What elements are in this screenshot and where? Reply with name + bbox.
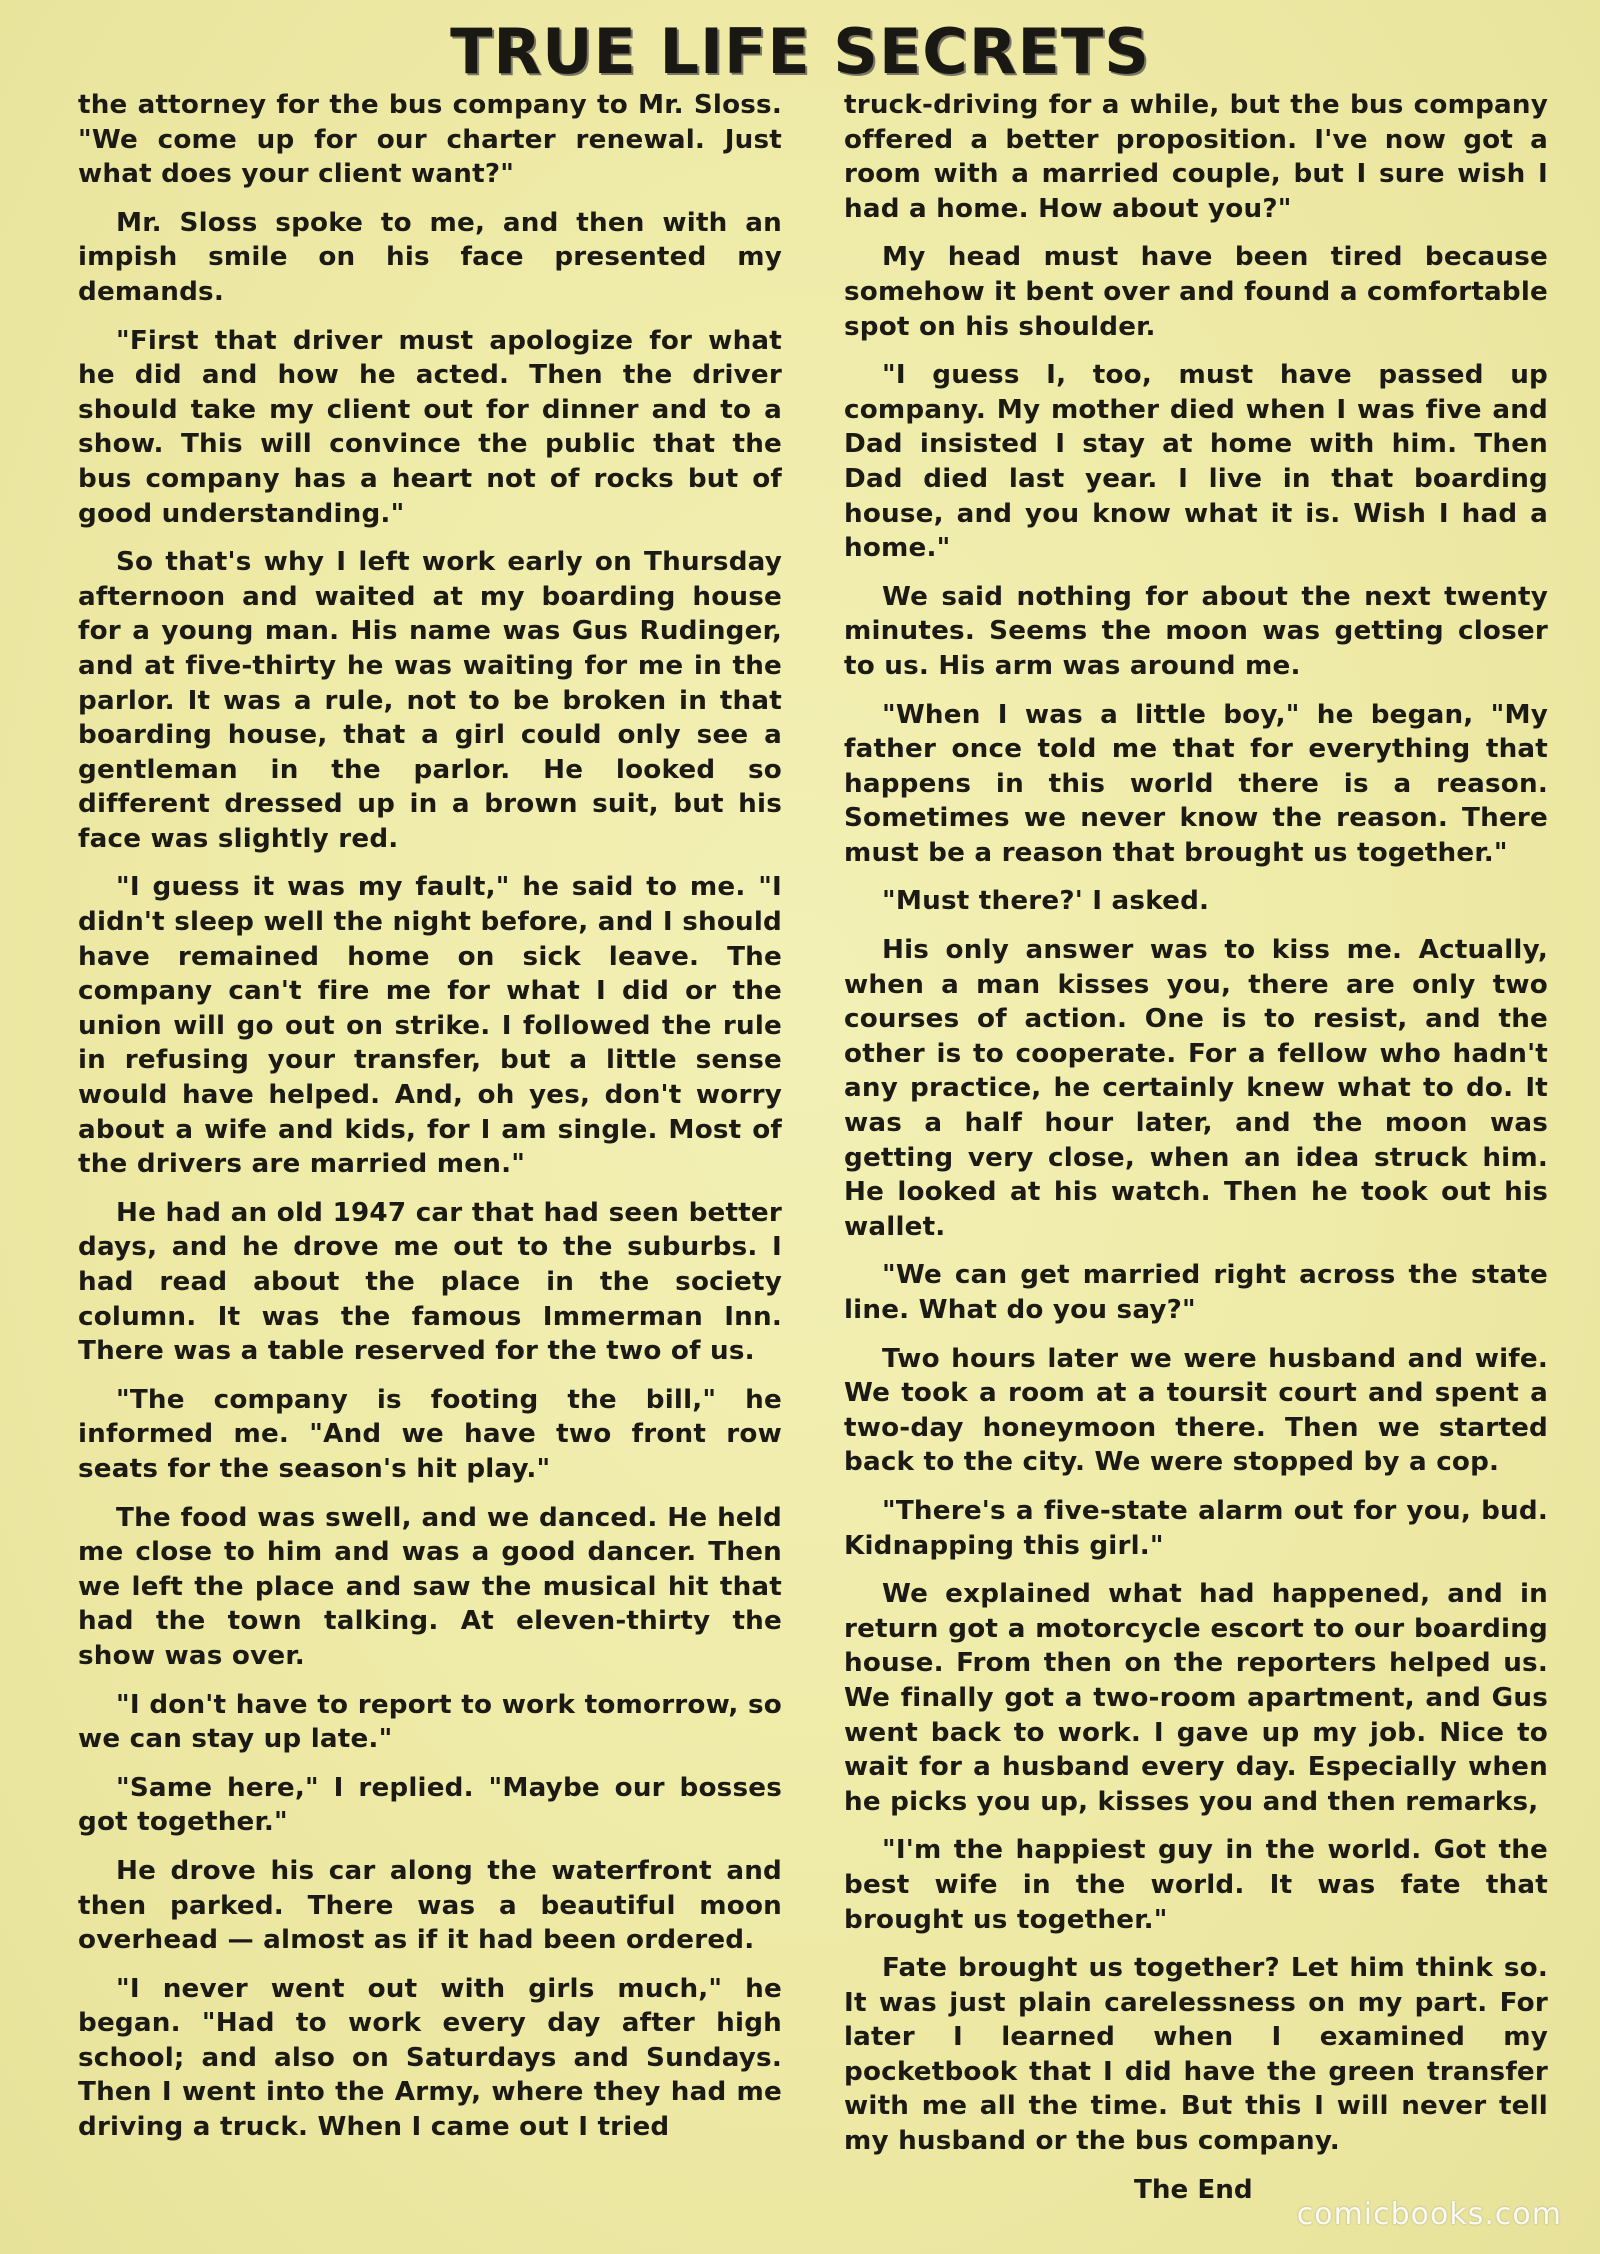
story-paragraph: truck-driving for a while, but the bus company offered a better proposition. I've now got a room with a married couple, but I sure wish I had a home. How about you?" bbox=[844, 90, 1548, 224]
story-paragraph: "I never went out with girls much," he began. "Had to work every day after high school; and also on Saturdays and Sundays. Then I went into the Army, where they had me driving a truck. When I came out I tried bbox=[78, 1973, 782, 2143]
story-paragraph: The food was swell, and we danced. He held me close to him and was a good dancer. Then we left the place and saw the musical hit that had the town talking. At eleven-thirty the show was over. bbox=[78, 1502, 782, 1671]
the-end-label: The End bbox=[1134, 2174, 1253, 2205]
story-paragraph: "Same here," I replied. "Maybe our bosses got together." bbox=[78, 1772, 782, 1838]
story-paragraph: "I guess it was my fault," he said to me. "I didn't sleep well the night before, and I should have remained home on sick leave. The company can't fire me for what I did or the union will go out on strike. I followed the rule in refusing your transfer, but a little sense would have helped. And, oh yes, don't worry about a wife and kids, for I am single. Most of the drivers are married men." bbox=[78, 872, 782, 1180]
story-paragraph: He drove his car along the waterfront and then parked. There was a beautiful moon overhead — almost as if it had been ordered. bbox=[78, 1855, 782, 1956]
story-paragraph: Fate brought us together? Let him think so. It was just plain carelessness on my part. For later I learned when I examined my pocketbook that I did have the green transfer with me all the time. But this I will never tell my husband or the bus company. bbox=[844, 1953, 1548, 2157]
story-paragraph: So that's why I left work early on Thursday afternoon and waited at my boarding house for a young man. His name was Gus Rudinger, and at five-thirty he was waiting for me in the parlor. It was a rule, not to be broken in that boarding house, that a girl could only see a gentleman in the parlor. He looked so different dressed up in a brown suit, but his face was slightly red. bbox=[78, 547, 782, 854]
story-paragraph: We said nothing for about the next twenty minutes. Seems the moon was getting closer to us. His arm was around me. bbox=[844, 581, 1548, 681]
story-paragraph: "When I was a little boy," he began, "My father once told me that for everything that happens in this world there is a reason. Sometimes we never know the reason. There must be a reason that brought us together." bbox=[844, 699, 1548, 868]
story-paragraph: "I don't have to report to work tomorrow, so we can stay up late." bbox=[78, 1689, 782, 1755]
story-paragraph: He had an old 1947 car that had seen better days, and he drove me out to the suburbs. I had read about the place in the society column. It was the famous Immerman Inn. There was a table reserved for the two of us. bbox=[78, 1197, 782, 1367]
story-paragraph: His only answer was to kiss me. Actually, when a man kisses you, there are only two courses of action. One is to resist, and the other is to cooperate. For a fellow who hadn't any practice, he certainly knew what to do. It was a half hour later, and the moon was getting very close, when an idea struck him. He looked at his watch. Then he took out his wallet. bbox=[844, 935, 1548, 1242]
story-paragraph: "I guess I, too, must have passed up company. My mother died when I was five and Dad insisted I stay at home with him. Then Dad died last year. I live in that boarding house, and you know what it is. Wish I had a home." bbox=[844, 360, 1548, 564]
story-paragraph: "We can get married right across the state line. What do you say?" bbox=[844, 1260, 1548, 1325]
story-paragraph: "Must there?' I asked. bbox=[882, 886, 1210, 917]
story-columns bbox=[78, 88, 1548, 2228]
story-paragraph: We explained what had happened, and in return got a motorcycle escort to our boarding house. From then on the reporters helped us. We finally got a two-room apartment, and Gus went back to work. I gave up my job. Nice to wait for a husband every day. Especially when he picks you up, kisses you and then remarks, bbox=[844, 1579, 1548, 1817]
watermark-text: comicbooks.com bbox=[1296, 2197, 1562, 2232]
story-paragraph: the attorney for the bus company to Mr. Sloss. "We come up for our charter renewal. Just what does your client want?" bbox=[78, 90, 782, 190]
story-paragraph: My head must have been tired because somehow it bent over and found a comfortable spot on his shoulder. bbox=[844, 242, 1548, 342]
story-paragraph: "There's a five-state alarm out for you, bud. Kidnapping this girl." bbox=[844, 1495, 1548, 1561]
story-paragraph: "I'm the happiest guy in the world. Got the best wife in the world. It was fate that brought us together." bbox=[844, 1835, 1548, 1935]
page-title: TRUE LIFE SECRETS bbox=[450, 15, 1150, 88]
story-paragraph: "First that driver must apologize for what he did and how he acted. Then the driver should take my client out for dinner and to a show. This will convince the public that the bus company has a heart not of rocks but of good understanding." bbox=[78, 325, 782, 529]
story-paragraph: Two hours later we were husband and wife. We took a room at a toursit court and spent a two-day honeymoon there. Then we started back to the city. We were stopped by a cop. bbox=[844, 1343, 1548, 1478]
right-column bbox=[844, 88, 1548, 2228]
left-column bbox=[78, 88, 782, 2228]
story-paragraph: "The company is footing the bill," he informed me. "And we have two front row seats for the season's hit play." bbox=[78, 1384, 782, 1484]
story-paragraph: Mr. Sloss spoke to me, and then with an impish smile on his face presented my demands. bbox=[78, 207, 782, 307]
